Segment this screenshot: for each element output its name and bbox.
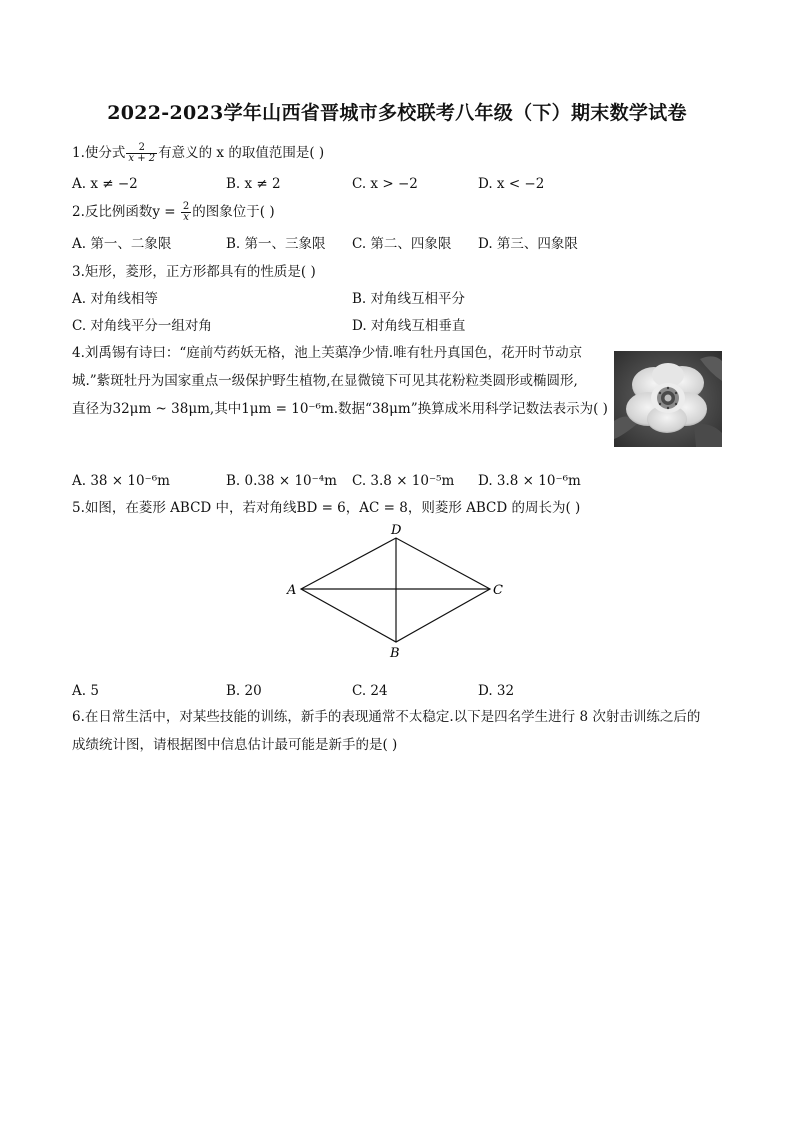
q1-option-a: A. x ≠ −2 [72, 176, 138, 192]
peony-flower-image [614, 351, 722, 447]
question-4-line-3: 直径为32μm ~ 38μm,其中1μm = 10⁻⁶m.数据“38μm”换算成米用科学记数法表示为( ) [72, 401, 608, 417]
q1-option-d: D. x < −2 [478, 176, 545, 192]
vertex-label-d: D [391, 523, 402, 538]
q4-option-c: C. 3.8 × 10⁻⁵m [352, 473, 455, 489]
q2-option-c: C. 第二、四象限 [352, 236, 452, 252]
question-3: 3.矩形，菱形，正方形都具有的性质是( ) [72, 264, 316, 280]
question-6-line-2: 成绩统计图，请根据图中信息估计最可能是新手的是( ) [72, 737, 398, 753]
q1-option-b: B. x ≠ 2 [226, 176, 281, 192]
question-2 [72, 202, 275, 223]
exam-title: 2022-2023学年山西省晋城市多校联考八年级（下）期末数学试卷 [107, 102, 687, 124]
q3-option-a: A. 对角线相等 [72, 291, 158, 307]
q5-option-d: D. 32 [478, 683, 515, 699]
q1-frac-num: 2 [126, 143, 157, 154]
q2-option-d: D. 第三、四象限 [478, 236, 578, 252]
vertex-label-b: B [390, 646, 400, 661]
q2-frac-num: 2 [182, 201, 190, 212]
q2-fraction [181, 202, 191, 223]
q5-option-a: A. 5 [72, 683, 99, 699]
rhombus-abcd-figure [282, 520, 512, 665]
q3-option-c: C. 对角线平分一组对角 [72, 318, 212, 334]
q1-fraction [126, 143, 157, 164]
q2-suffix: 的图象位于( ) [192, 204, 275, 220]
vertex-label-c: C [493, 583, 503, 598]
vertex-label-a: A [287, 583, 297, 598]
q5-option-b: B. 20 [226, 683, 262, 699]
q1-option-c: C. x > −2 [352, 176, 418, 192]
q1-frac-den: x + 2 [128, 153, 156, 164]
question-1 [72, 143, 324, 164]
q2-prefix: 2.反比例函数y = [72, 204, 180, 220]
q4-option-a: A. 38 × 10⁻⁶m [72, 473, 170, 489]
q2-option-b: B. 第一、三象限 [226, 236, 326, 252]
q4-option-b: B. 0.38 × 10⁻⁴m [226, 473, 337, 489]
question-4-line-2: 城.”紫斑牡丹为国家重点一级保护野生植物,在显微镜下可见其花粉粒类圆形或椭圆形, [72, 373, 578, 389]
q1-prefix: 1.使分式 [72, 145, 126, 161]
q4-option-d: D. 3.8 × 10⁻⁶m [478, 473, 581, 489]
q5-option-c: C. 24 [352, 683, 388, 699]
peony-flower-photo [614, 351, 722, 447]
q2-option-a: A. 第一、二象限 [72, 236, 172, 252]
question-5: 5.如图，在菱形 ABCD 中，若对角线BD = 6，AC = 8，则菱形 ABCD 的周长为( ) [72, 500, 581, 516]
q3-option-d: D. 对角线互相垂直 [352, 318, 466, 334]
question-4-line-1: 4.刘禹锡有诗曰：“庭前芍药妖无格，池上芙蕖净少情.唯有牡丹真国色，花开时节动京 [72, 345, 583, 361]
q2-frac-den: x [183, 212, 189, 223]
q1-suffix: 有意义的 x 的取值范围是( ) [158, 145, 325, 161]
q3-option-b: B. 对角线互相平分 [352, 291, 466, 307]
question-6-line-1: 6.在日常生活中，对某些技能的训练，新手的表现通常不太稳定.以下是四名学生进行 8 次射击训练之后的 [72, 709, 701, 725]
